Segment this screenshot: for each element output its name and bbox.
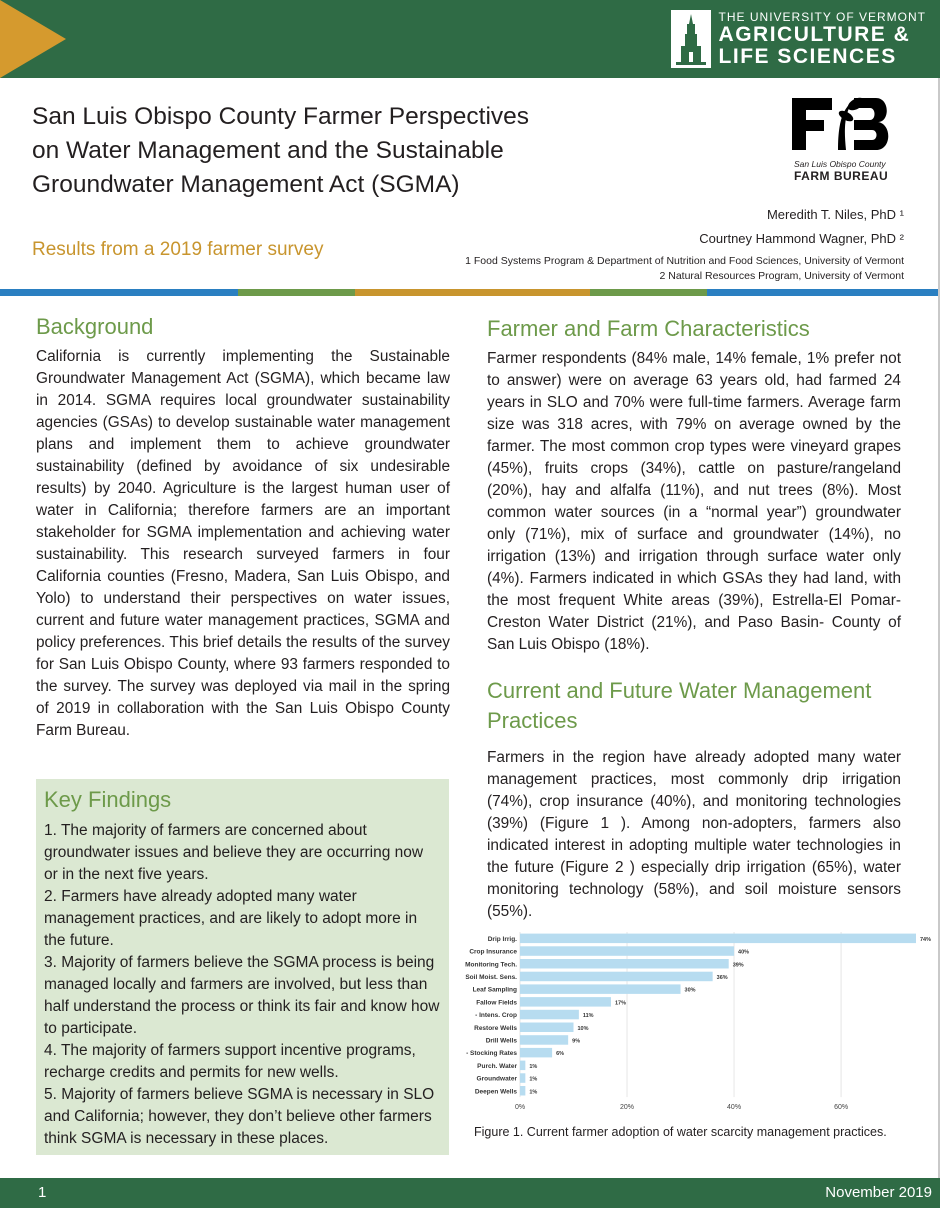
chart-svg: [460, 926, 932, 1112]
farm-bureau-caption-2: FARM BUREAU: [794, 169, 889, 183]
stripe-segment: [0, 289, 238, 296]
chart-bar: [520, 934, 916, 944]
chart-bar: [520, 1010, 579, 1020]
chart-category-label: Groundwater: [476, 1075, 517, 1083]
farm-bureau-logo: [792, 94, 902, 183]
uvm-line-3: LIFE SCIENCES: [718, 45, 897, 68]
right-column: [487, 314, 901, 923]
uvm-line-1: THE UNIVERSITY OF VERMONT: [718, 10, 926, 24]
chart-bar: [520, 1035, 568, 1045]
chart-bar: [520, 946, 734, 956]
author-2: Courtney Hammond Wagner, PhD ²: [699, 231, 904, 246]
chart-bar: [520, 997, 611, 1007]
uvm-logo: [671, 10, 926, 68]
title-line-2: on Water Management and the Sustainable: [32, 137, 504, 164]
chart-category-label: Purch. Water: [477, 1062, 517, 1070]
chart-category-label: Crop Insurance: [469, 948, 517, 956]
uvm-tower-icon: [671, 10, 711, 68]
chart-value-label: 36%: [716, 974, 728, 981]
title-line-1: San Luis Obispo County Farmer Perspectives: [32, 103, 530, 130]
authors-block: [465, 204, 904, 284]
figure-caption: Figure 1. Current farmer adoption of water scarcity management practices.: [474, 1125, 887, 1139]
chart-x-tick-label: 40%: [727, 1104, 742, 1112]
chart-bar: [520, 1023, 574, 1033]
chart-value-label: 10%: [577, 1025, 589, 1032]
chart-category-label: Deepen Wells: [474, 1088, 517, 1096]
chart-value-label: 39%: [732, 962, 744, 969]
chart-bar: [520, 1073, 525, 1083]
water-management-text: Farmers in the region have already adopted many water management practices, most commonly drip irrigation (74%), crop insurance (40%), and monitoring technologies (39%) (Figure 1 ). Among non-adopters, farmers also indicated interest in adopting multiple water technologies in the future (Figure 2 ) especially drip irrigation (65%), water monitoring technology (58%), and soil moisture sensors (55%).: [487, 749, 901, 920]
key-finding-item: 3. Majority of farmers believe the SGMA process is being managed locally and farmers are involved, but less than half understand the process or think its fair and know how to participate.: [44, 954, 440, 1037]
chart-category-label: Fallow Fields: [476, 999, 517, 1007]
key-finding-item: 4. The majority of farmers support incentive programs, recharge credits and permits for new wells.: [44, 1042, 416, 1081]
chart-bar: [520, 959, 729, 969]
key-finding-item: 1. The majority of farmers are concerned about groundwater issues and believe they are occurring now or in the next five years.: [44, 822, 424, 883]
farmer-characteristics-text: Farmer respondents (84% male, 14% female, 1% prefer not to answer) were on average 63 years old, had farmed 24 years in SLO and 70% were full-time farmers. Average farm size was 318 acres, with 79% on average owned by the farmer. The most common crop types were vineyard grapes (45%), fruits crops (34%), cattle on pasture/rangeland (20%), hay and alfalfa (11%), and nut trees (8%). Most common water sources (in a “normal year”) groundwater only (71%), mix of surface and groundwater (14%), no irrigation (13%) and irrigation through surface water only (4%). Farmers indicated in which GSAs they had land, with the most frequent White areas (39%), Estrella-El Pomar-Creston Water District (21%), and Paso Basin- County of San Luis Obispo (18%).: [487, 350, 901, 653]
chart-bar: [520, 1061, 525, 1071]
chart-category-label: Drill Wells: [485, 1037, 517, 1045]
chart-category-label: - Intens. Crop: [475, 1012, 517, 1020]
chart-value-label: 9%: [572, 1038, 581, 1045]
footer-bar: [0, 1178, 940, 1208]
stripe-segment: [590, 289, 707, 296]
water-management-heading: Current and Future Water Management Practices: [487, 678, 872, 733]
page-subtitle: Results from a 2019 farmer survey: [32, 239, 324, 260]
footer-date: November 2019: [825, 1184, 932, 1201]
left-column: [36, 312, 450, 742]
author-1: Meredith T. Niles, PhD ¹: [766, 207, 904, 222]
header-bar: [0, 0, 940, 78]
chart-category-label: Soil Moist. Sens.: [465, 973, 517, 981]
chart-category-label: Restore Wells: [474, 1024, 517, 1032]
title-line-3: Groundwater Management Act (SGMA): [32, 171, 460, 198]
page-number: 1: [38, 1184, 47, 1201]
key-findings-heading: Key Findings: [44, 787, 172, 812]
farmer-characteristics-heading: Farmer and Farm Characteristics: [487, 316, 810, 341]
chart-value-label: 17%: [614, 1000, 626, 1007]
color-stripe: [0, 289, 940, 296]
figure-1-chart: [460, 926, 932, 1112]
affiliation-1: 1 Food Systems Program & Department of Nutrition and Food Sciences, University of Vermont: [465, 255, 904, 267]
farm-bureau-fb-icon: [792, 94, 892, 150]
key-findings-box: [36, 779, 449, 1155]
header-triangle-accent: [0, 0, 66, 78]
chart-bar: [520, 984, 681, 994]
farm-bureau-caption-1: San Luis Obispo County: [794, 159, 886, 169]
chart-value-label: 74%: [920, 936, 932, 943]
stripe-segment: [238, 289, 355, 296]
chart-value-label: 30%: [684, 987, 696, 994]
chart-value-label: 6%: [556, 1051, 565, 1058]
chart-bar: [520, 1086, 525, 1096]
affiliation-2: 2 Natural Resources Program, University of Vermont: [659, 270, 904, 282]
chart-bar: [520, 972, 713, 982]
chart-category-label: - Stocking Rates: [466, 1050, 517, 1058]
chart-x-tick-label: 0%: [514, 1104, 526, 1112]
stripe-segment: [707, 289, 940, 296]
chart-value-label: 1%: [529, 1076, 538, 1083]
key-finding-item: 2. Farmers have already adopted many water management practices, and are likely to adopt more in the future.: [44, 888, 418, 949]
chart-x-tick-label: 60%: [834, 1104, 849, 1112]
chart-value-label: 40%: [738, 949, 750, 956]
chart-category-label: Drip Irrig.: [487, 935, 517, 943]
chart-category-label: Leaf Sampling: [472, 986, 517, 994]
chart-x-tick-label: 20%: [620, 1104, 635, 1112]
chart-bar: [520, 1048, 552, 1058]
chart-value-label: 1%: [529, 1063, 538, 1070]
chart-value-label: 1%: [529, 1089, 538, 1096]
chart-category-label: Monitoring Tech.: [465, 961, 517, 969]
chart-value-label: 11%: [582, 1013, 594, 1020]
key-findings-list: [44, 820, 441, 1150]
page-title: [32, 100, 572, 202]
key-finding-item: 5. Majority of farmers believe SGMA is necessary in SLO and California; however, they don’t believe other farmers think SGMA is necessary in these places.: [44, 1086, 435, 1147]
uvm-line-2: AGRICULTURE &: [718, 23, 911, 46]
background-text: California is currently implementing the Sustainable Groundwater Management Act (SGMA), which became law in 2014. SGMA requires local groundwater sustainability agencies (GSAs) to develop sustainable water management plans and implement them to achieve groundwater sustainability (defined by avoidance of six undesirable results) by 2040. Agriculture is the largest human user of water in California; therefore farmers are an important stakeholder for SGMA implementation and achieving water sustainability. This research surveyed farmers in four California counties (Fresno, Madera, San Luis Obispo, and Yolo) to understand their perspectives on water issues, current and future water management practices, SGMA and policy preferences. This brief details the results of the survey for San Luis Obispo County, where 93 farmers responded to the survey. The survey was deployed via mail in the spring of 2019 in collaboration with the San Luis Obispo County Farm Bureau.: [36, 348, 450, 739]
background-heading: Background: [36, 314, 154, 339]
stripe-segment: [355, 289, 590, 296]
